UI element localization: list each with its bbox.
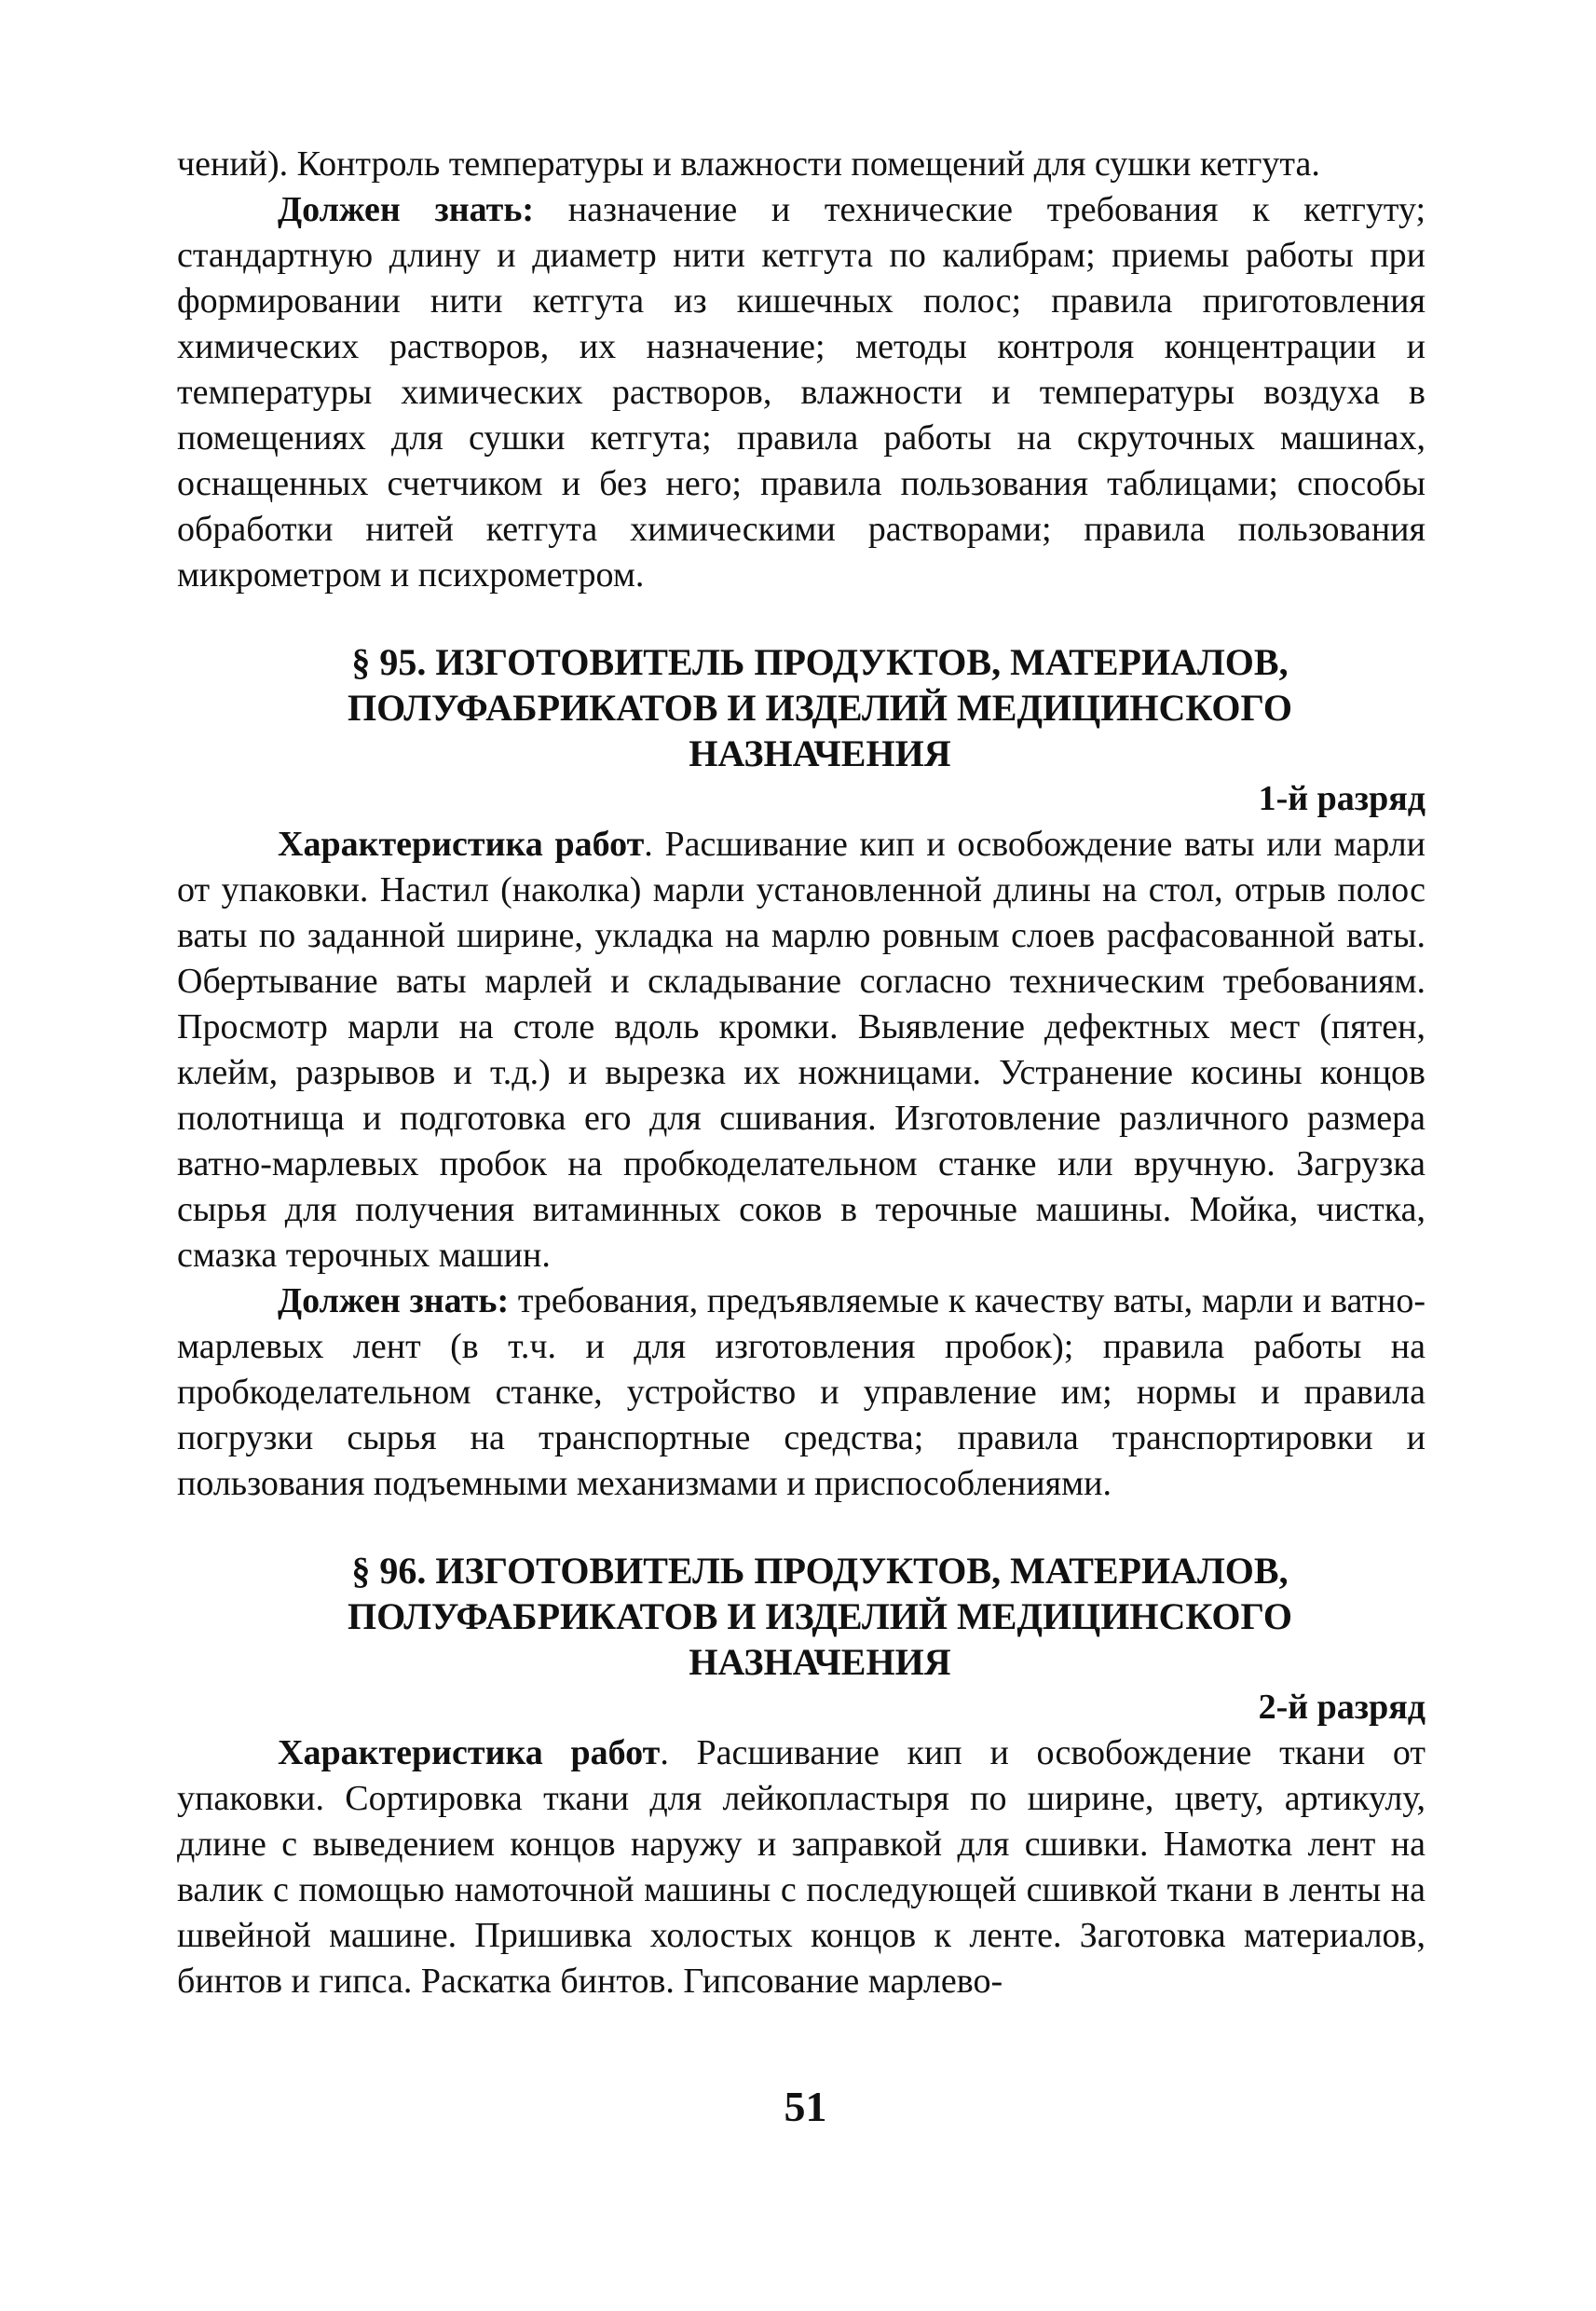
knowledge-lead: Должен знать:: [278, 1281, 510, 1320]
intro-continuation: чений). Контроль температуры и влажности помещений для сушки кетгута.: [177, 144, 1320, 184]
work-lead: Характеристика работ: [278, 1733, 661, 1772]
work-text: . Расшивание кип и освобождение ткани от упаковки. Сортировка ткани для лейкопластыря по ширине, цвету, артикулу, длине с выведением концов наружу и заправкой для сшивки. Намотка лент на валик с помощью намоточной машины с последующей сшивкой ткани в ленты на швейной машине. Пришивка холостых концов к ленте. Заготовка материалов, бинтов и гипса. Раскатка бинтов. Гипсование марлево-: [177, 1733, 1425, 2001]
section-96: [177, 1548, 1425, 2004]
knowledge-text: назначение и технические требования к кетгуту; стандартную длину и диаметр нити кетгута по калибрам; приемы работы при формировании нити кетгута из кишечных полос; правила приготовления химических растворов, их назначение; методы контроля концентрации и температуры химических растворов, влажности и температуры воздуха в помещениях для сушки кетгута; правила работы на скруточных машинах, оснащенных счетчиком и без него; правила пользования таблицами; способы обработки нитей кетгута химическими растворами; правила пользования микрометром и психрометром.: [177, 190, 1425, 595]
section-heading: [177, 639, 1425, 776]
work-lead: Характеристика работ: [278, 825, 645, 864]
heading-line: ПОЛУФАБРИКАТОВ И ИЗДЕЛИЙ МЕДИЦИНСКОГО: [347, 687, 1293, 729]
heading-line: § 95. ИЗГОТОВИТЕЛЬ ПРОДУКТОВ, МАТЕРИАЛОВ,: [351, 641, 1289, 683]
heading-line: ПОЛУФАБРИКАТОВ И ИЗДЕЛИЙ МЕДИЦИНСКОГО: [347, 1595, 1293, 1637]
section-95: [177, 639, 1425, 1507]
page-number: 51: [784, 2083, 827, 2130]
heading-line: § 96. ИЗГОТОВИТЕЛЬ ПРОДУКТОВ, МАТЕРИАЛОВ,: [351, 1550, 1289, 1592]
knowledge-text: требования, предъявляемые к качеству ваты, марли и ватно-марлевых лент (в т.ч. и для изготовления пробок); правила работы на пробкоделательном станке, устройство и управление им; нормы и правила погрузки сырья на транспортные средства; правила транспортировки и пользования подъемными механизмами и приспособлениями.: [177, 1281, 1425, 1503]
heading-line: НАЗНАЧЕНИЯ: [689, 732, 951, 774]
work-characteristics-paragraph: [177, 1730, 1425, 2004]
grade-label: 2-й разряд: [1258, 1688, 1425, 1727]
knowledge-paragraph: [177, 1279, 1425, 1507]
knowledge-lead: Должен знать:: [278, 190, 535, 229]
section-heading: [177, 1548, 1425, 1685]
work-text: . Расшивание кип и освобождение ваты или марли от упаковки. Настил (наколка) марли установленной длины на стол, отрыв полос ваты по заданной ширине, укладка на марлю ровным слоев расфасованной ваты. Обертывание ваты марлей и складывание согласно техническим требованиям. Просмотр марли на столе вдоль кромки. Выявление дефектных мест (пятен, клейм, разрывов и т.д.) и вырезка их ножницами. Устранение косины концов полотнища и подготовка его для сшивания. Изготовление различного размера ватно-марлевых пробок на пробкоделательном станке или вручную. Загрузка сырья для получения витаминных соков в терочные машины. Мойка, чистка, смазка терочных машин.: [177, 825, 1426, 1275]
document-page: [177, 142, 1425, 2004]
heading-line: НАЗНАЧЕНИЯ: [689, 1641, 951, 1683]
intro-knowledge-paragraph: [177, 187, 1425, 598]
work-characteristics-paragraph: [177, 822, 1425, 1279]
grade-label: 1-й разряд: [1258, 779, 1425, 818]
